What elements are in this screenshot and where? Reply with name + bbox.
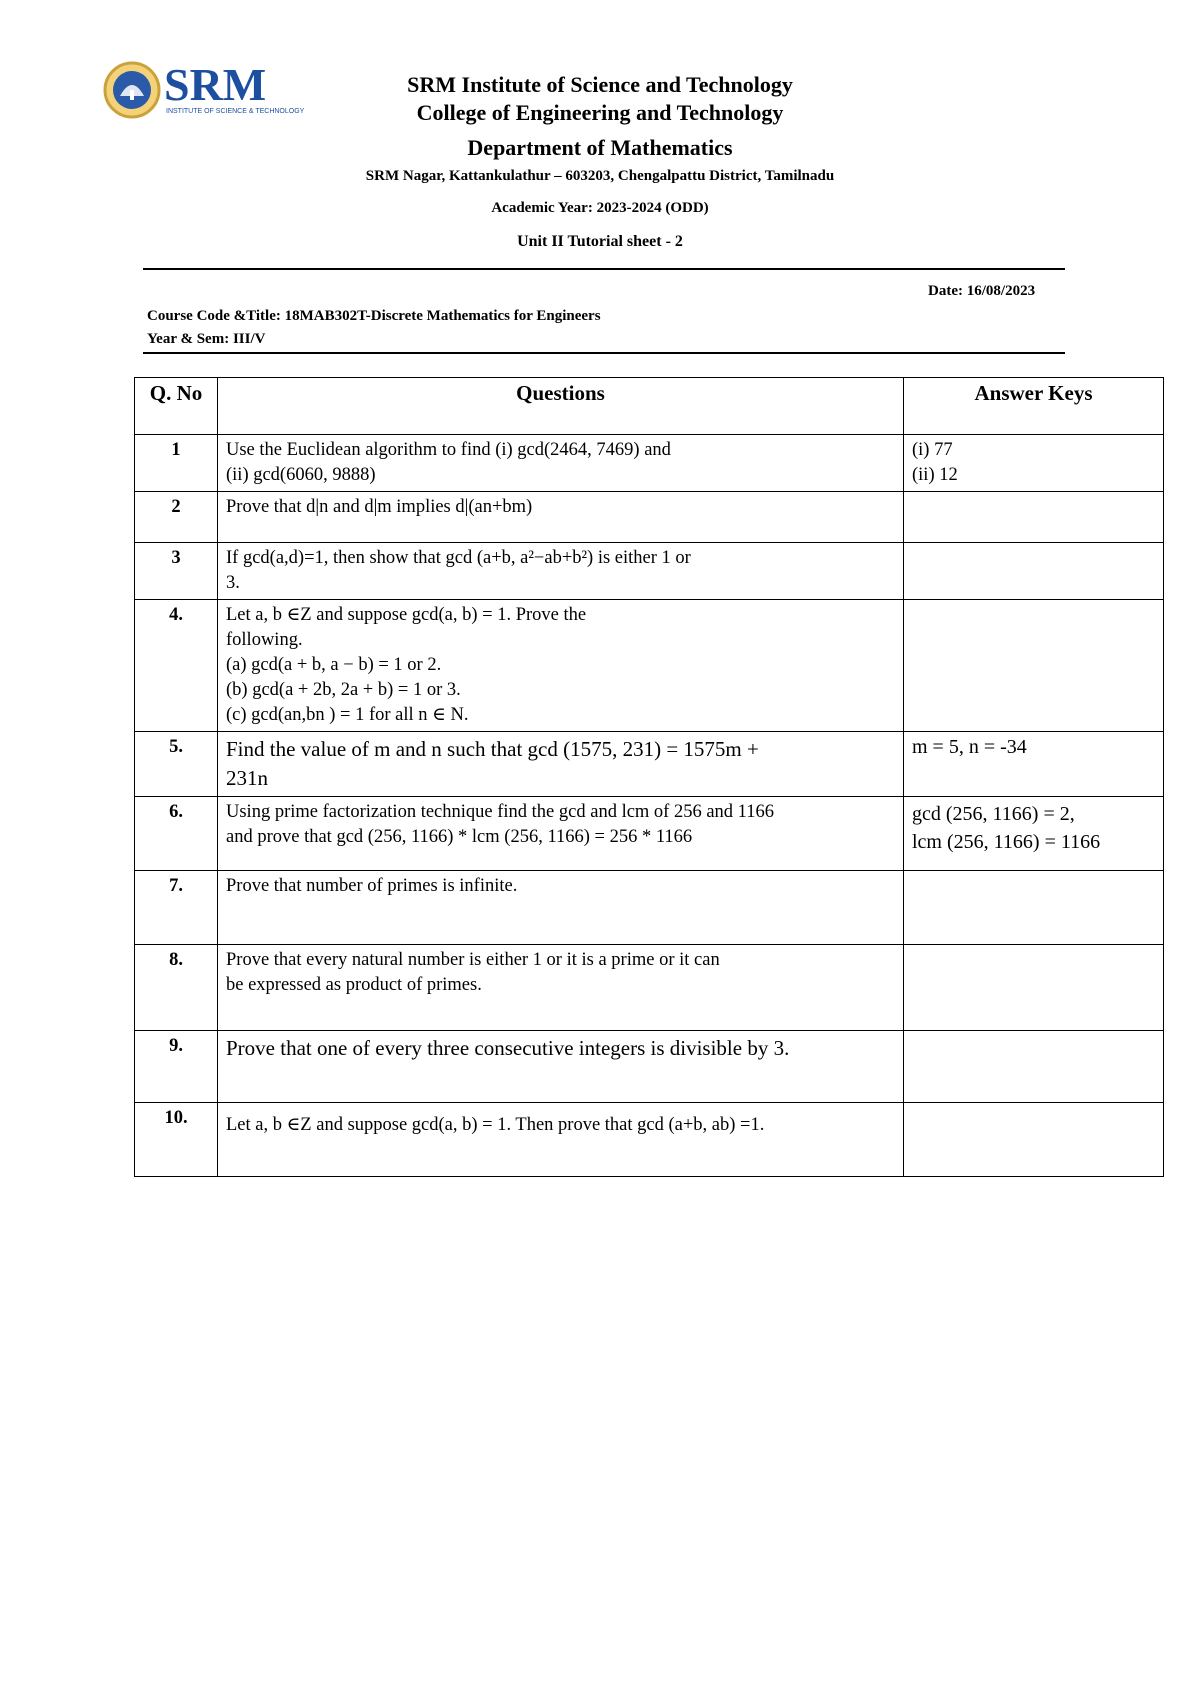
question-text: If gcd(a,d)=1, then show that gcd (a+b, a²−ab+b²) is either 1 or 3. xyxy=(218,543,904,600)
table-row xyxy=(135,492,1164,543)
college-name: College of Engineering and Technology xyxy=(416,100,784,125)
answer-key xyxy=(904,492,1164,543)
table-row xyxy=(135,871,1164,945)
row-number: 8. xyxy=(135,945,218,1031)
table-header-row xyxy=(135,378,1164,435)
svg-text:SRM: SRM xyxy=(164,60,267,110)
table-row xyxy=(135,1103,1164,1177)
row-number: 6. xyxy=(135,797,218,871)
question-text: Let a, b ∈Z and suppose gcd(a, b) = 1. Then prove that gcd (a+b, ab) =1. xyxy=(218,1103,904,1177)
row-number: 1 xyxy=(135,435,218,492)
row-number: 10. xyxy=(135,1103,218,1177)
answer-key xyxy=(904,945,1164,1031)
header-answer-keys: Answer Keys xyxy=(904,378,1164,435)
table-row xyxy=(135,797,1164,871)
answer-key: m = 5, n = -34 xyxy=(904,732,1164,797)
answer-key: (i) 77 (ii) 12 xyxy=(904,435,1164,492)
answer-key xyxy=(904,1103,1164,1177)
answer-key xyxy=(904,871,1164,945)
question-text: Prove that d|n and d|m implies d|(an+bm) xyxy=(218,492,904,543)
questions-table xyxy=(134,377,1164,1177)
question-text: Prove that every natural number is either 1 or it is a prime or it can be expressed as product of primes. xyxy=(218,945,904,1031)
row-number: 3 xyxy=(135,543,218,600)
question-text: Let a, b ∈Z and suppose gcd(a, b) = 1. Prove the following. (a) gcd(a + b, a − b) = 1 or 2. (b) gcd(a + 2b, 2a + b) = 1 or 3. (c) gcd(an,bn ) = 1 for all n ∈ N. xyxy=(218,600,904,732)
row-number: 5. xyxy=(135,732,218,797)
table-row xyxy=(135,945,1164,1031)
question-text: Find the value of m and n such that gcd (1575, 231) = 1575m + 231n xyxy=(218,732,904,797)
srm-logo xyxy=(100,60,310,124)
table-row xyxy=(135,600,1164,732)
academic-year: Academic Year: 2023-2024 (ODD) xyxy=(491,200,709,216)
row-number: 9. xyxy=(135,1031,218,1103)
question-text: Use the Euclidean algorithm to find (i) gcd(2464, 7469) and (ii) gcd(6060, 9888) xyxy=(218,435,904,492)
answer-key: gcd (256, 1166) = 2, lcm (256, 1166) = 1166 xyxy=(904,797,1164,871)
department-name: Department of Mathematics xyxy=(467,135,733,160)
row-number: 7. xyxy=(135,871,218,945)
row-number: 2 xyxy=(135,492,218,543)
svg-text:INSTITUTE OF SCIENCE & TECHNOL: INSTITUTE OF SCIENCE & TECHNOLOGY xyxy=(166,108,305,115)
answer-key xyxy=(904,1031,1164,1103)
table-row xyxy=(135,435,1164,492)
question-text: Prove that number of primes is infinite. xyxy=(218,871,904,945)
table-row xyxy=(135,543,1164,600)
sheet-title: Unit II Tutorial sheet - 2 xyxy=(517,233,683,250)
year-sem: Year & Sem: III/V xyxy=(147,331,266,347)
question-text: Using prime factorization technique find the gcd and lcm of 256 and 1166 and prove that gcd (256, 1166) * lcm (256, 1166) = 256 * 1166 xyxy=(218,797,904,871)
answer-key xyxy=(904,543,1164,600)
question-text: Prove that one of every three consecutive integers is divisible by 3. xyxy=(218,1031,904,1103)
header-qno: Q. No xyxy=(135,378,218,435)
address: SRM Nagar, Kattankulathur – 603203, Chengalpattu District, Tamilnadu xyxy=(365,168,835,184)
header-rule-bottom xyxy=(143,352,1065,354)
table-row xyxy=(135,732,1164,797)
answer-key xyxy=(904,600,1164,732)
table-row xyxy=(135,1031,1164,1103)
row-number: 4. xyxy=(135,600,218,732)
course-title: Course Code &Title: 18MAB302T-Discrete Mathematics for Engineers xyxy=(147,308,601,324)
header-questions: Questions xyxy=(218,378,904,435)
date: Date: 16/08/2023 xyxy=(928,283,1036,299)
header-rule-top xyxy=(143,268,1065,270)
institute-name: SRM Institute of Science and Technology xyxy=(407,72,793,97)
